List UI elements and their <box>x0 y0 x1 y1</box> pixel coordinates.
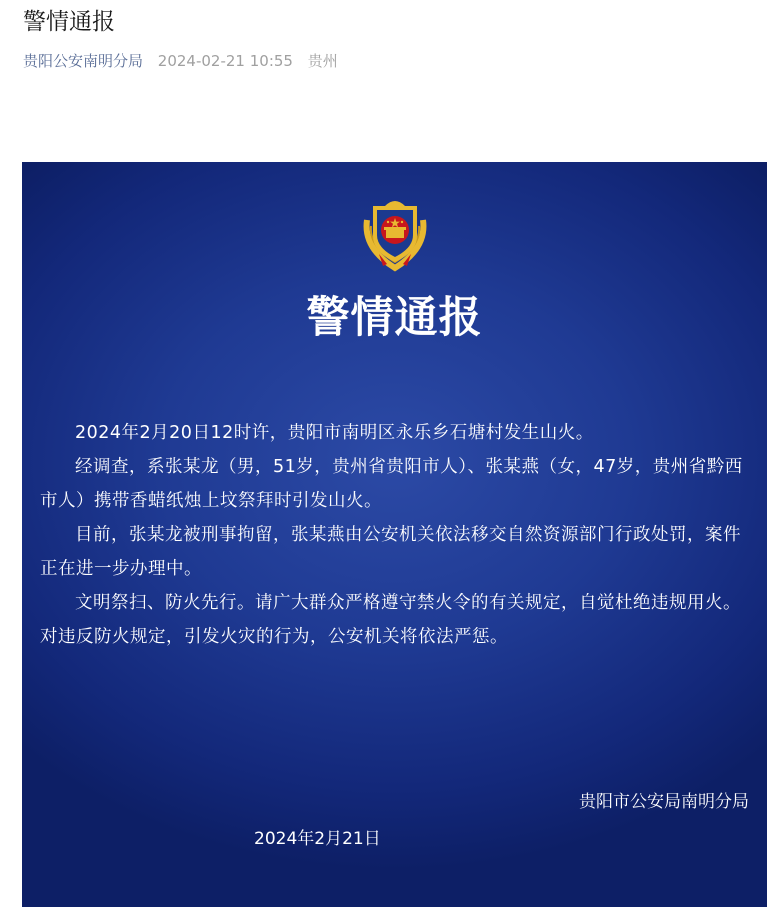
publish-time: 2024-02-21 10:55 <box>157 52 293 70</box>
article-meta <box>23 51 338 71</box>
source-account-link[interactable]: 贵阳公安南明分局 <box>23 52 144 70</box>
police-emblem-icon <box>355 192 435 272</box>
notice-paragraph: 文明祭扫、防火先行。请广大群众严格遵守禁火令的有关规定，自觉杜绝违规用火。对违反防火规定，引发火灾的行为，公安机关将依法严惩。 <box>40 593 741 647</box>
notice-issuer: 贵阳市公安局南明分局 <box>579 792 749 812</box>
notice-paragraph: 经调查，系张某龙（男，51岁，贵州省贵阳市人）、张某燕（女，47岁，贵州省黔西市人）携带香蜡纸烛上坟祭拜时引发山火。 <box>40 457 743 511</box>
notice-body <box>40 416 752 654</box>
publish-region: 贵州 <box>307 52 338 70</box>
article-title: 警情通报 <box>23 9 115 35</box>
notice-paragraph: 目前，张某龙被刑事拘留，张某燕由公安机关依法移交自然资源部门行政处罚，案件正在进一步办理中。 <box>40 525 741 579</box>
notice-paragraph: 2024年2月20日12时许，贵阳市南明区永乐乡石塘村发生山火。 <box>75 423 594 443</box>
notice-date: 2024年2月21日 <box>254 829 381 849</box>
notice-image[interactable] <box>22 162 767 907</box>
notice-heading: 警情通报 <box>306 293 483 343</box>
